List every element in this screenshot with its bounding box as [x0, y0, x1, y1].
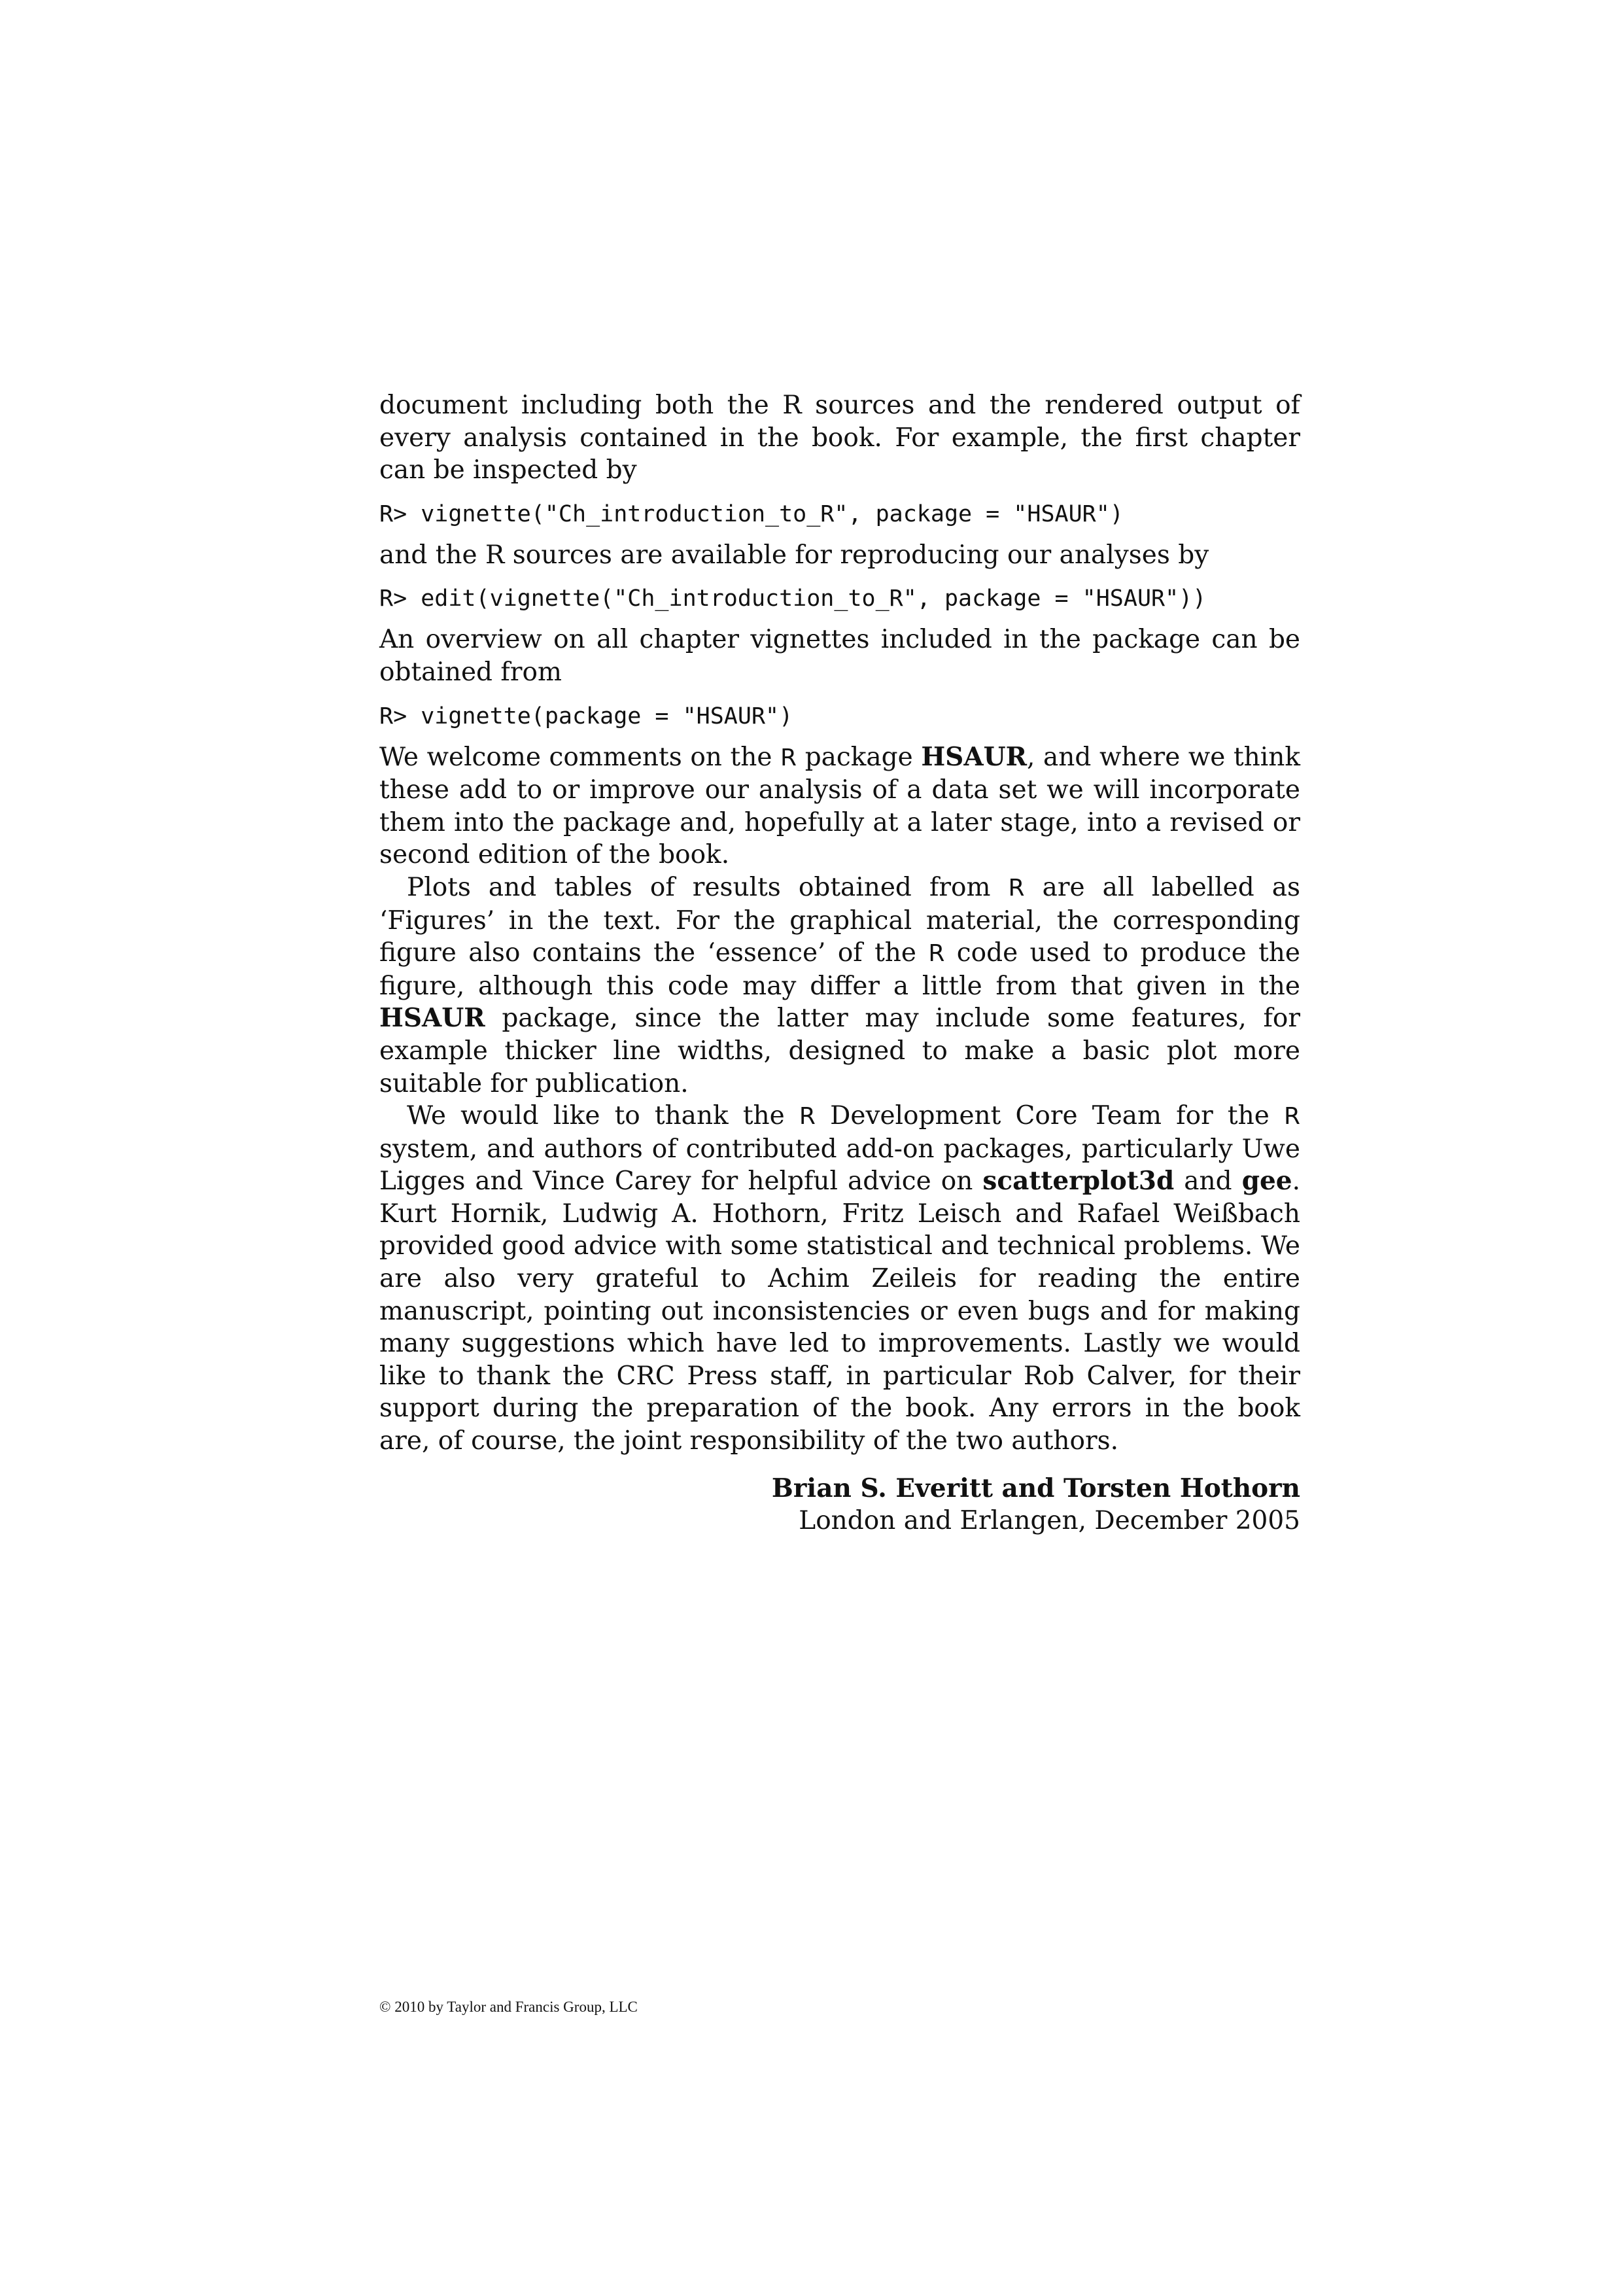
paragraph-overview: An overview on all chapter vignettes included in the package can be obtained from	[379, 625, 1300, 687]
r-name: R	[1283, 1103, 1300, 1130]
signature-block	[772, 1472, 1300, 1537]
code-edit-vignette: R> edit(vignette("Ch_introduction_to_R", package = "HSAUR"))	[379, 586, 1207, 612]
package-name: HSAUR	[379, 1003, 485, 1034]
r-name: R	[1008, 874, 1025, 902]
r-name: R	[780, 744, 797, 771]
r-name: R	[799, 1103, 816, 1130]
r-name: R	[928, 940, 945, 968]
copyright-notice: © 2010 by Taylor and Francis Group, LLC	[379, 1999, 638, 2015]
package-name: scatterplot3d	[982, 1166, 1175, 1197]
paragraph-comments: We welcome comments on the R package HSAUR, and where we think these add to or improve our analysis of a data set we will incorporate them into the package and, hopefully at a later stage, into a revised or second edition of the book.	[379, 741, 1300, 870]
paragraph-r-sources: and the R sources are available for reproducing our analyses by	[379, 540, 1209, 570]
paragraph-figures: Plots and tables of results obtained from R are all labelled as ‘Figures’ in the text. For the graphical material, the corresponding figure also contains the ‘essence’ of the R code used to produce the figure, although this code may differ a little from that given in the HSAUR package, since the latter may include some features, for example thicker line widths, designed to make a basic plot more suitable for publication.	[379, 872, 1300, 1098]
paragraph-acknowledgements: We would like to thank the R Development Core Team for the R system, and authors of contributed add-on packages, particularly Uwe Ligges and Vince Carey for helpful advice on scatterplot3d and gee. Kurt Hornik, Ludwig A. Hothorn, Fritz Leisch and Rafael Weißbach provided good advice with some statistical and technical problems. We are also very grateful to Achim Zeileis for reading the entire manuscript, pointing out inconsistencies or even bugs and for making many suggestions which have led to improvements. Lastly we would like to thank the CRC Press staff, in particular Rob Calver, for their support during the preparation of the book. Any errors in the book are, of course, the joint responsibility of the two authors.	[379, 1101, 1300, 1456]
code-vignette-package: R> vignette(package = "HSAUR")	[379, 703, 793, 729]
paragraph-intro: document including both the R sources and the rendered output of every analysis contained in the book. For example, the first chapter can be inspected by	[379, 391, 1300, 485]
code-vignette-chapter: R> vignette("Ch_introduction_to_R", package = "HSAUR")	[379, 500, 1124, 527]
package-name: HSAUR	[921, 741, 1028, 772]
author-names: Brian S. Everitt and Torsten Hothorn	[771, 1473, 1300, 1503]
place-date: London and Erlangen, December 2005	[799, 1506, 1300, 1535]
preface-body	[379, 389, 1300, 1458]
package-name: gee	[1241, 1166, 1292, 1197]
